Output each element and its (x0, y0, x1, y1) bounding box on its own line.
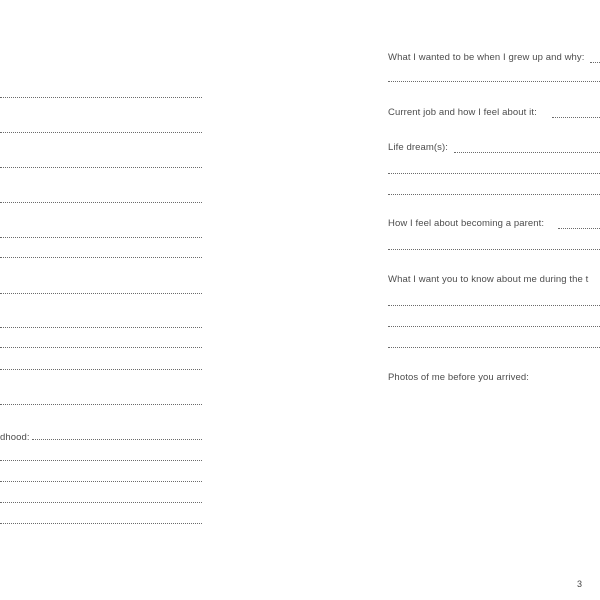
write-line[interactable] (388, 193, 600, 195)
write-line[interactable] (388, 80, 600, 82)
write-line[interactable] (388, 325, 600, 327)
page-number: 3 (577, 579, 583, 589)
write-line[interactable] (0, 96, 202, 98)
life-dreams-line[interactable] (454, 151, 600, 153)
grew-up-label: What I wanted to be when I grew up and why: (388, 52, 585, 63)
photos-label: Photos of me before you arrived: (388, 372, 530, 383)
write-line[interactable] (388, 248, 600, 250)
current-job-line[interactable] (552, 116, 600, 118)
write-line[interactable] (0, 368, 202, 370)
parent-line[interactable] (558, 227, 600, 229)
write-line[interactable] (388, 172, 600, 174)
write-line[interactable] (0, 326, 202, 328)
want-you-to-know-label: What I want you to know about me during the t (388, 274, 589, 285)
write-line[interactable] (32, 438, 202, 440)
write-line[interactable] (0, 292, 202, 294)
right-page (300, 0, 600, 600)
write-line[interactable] (0, 480, 202, 482)
write-line[interactable] (0, 131, 202, 133)
childhood-label: dhood: (0, 432, 30, 443)
write-line[interactable] (0, 166, 202, 168)
write-line[interactable] (0, 346, 202, 348)
write-line[interactable] (388, 346, 600, 348)
parent-label: How I feel about becoming a parent: (388, 218, 545, 229)
write-line[interactable] (0, 522, 202, 524)
grew-up-line[interactable] (590, 61, 600, 63)
life-dreams-label: Life dream(s): (388, 142, 449, 153)
write-line[interactable] (0, 403, 202, 405)
current-job-label: Current job and how I feel about it: (388, 107, 537, 118)
write-line[interactable] (388, 304, 600, 306)
write-line[interactable] (0, 256, 202, 258)
write-line[interactable] (0, 201, 202, 203)
write-line[interactable] (0, 236, 202, 238)
write-line[interactable] (0, 501, 202, 503)
write-line[interactable] (0, 459, 202, 461)
